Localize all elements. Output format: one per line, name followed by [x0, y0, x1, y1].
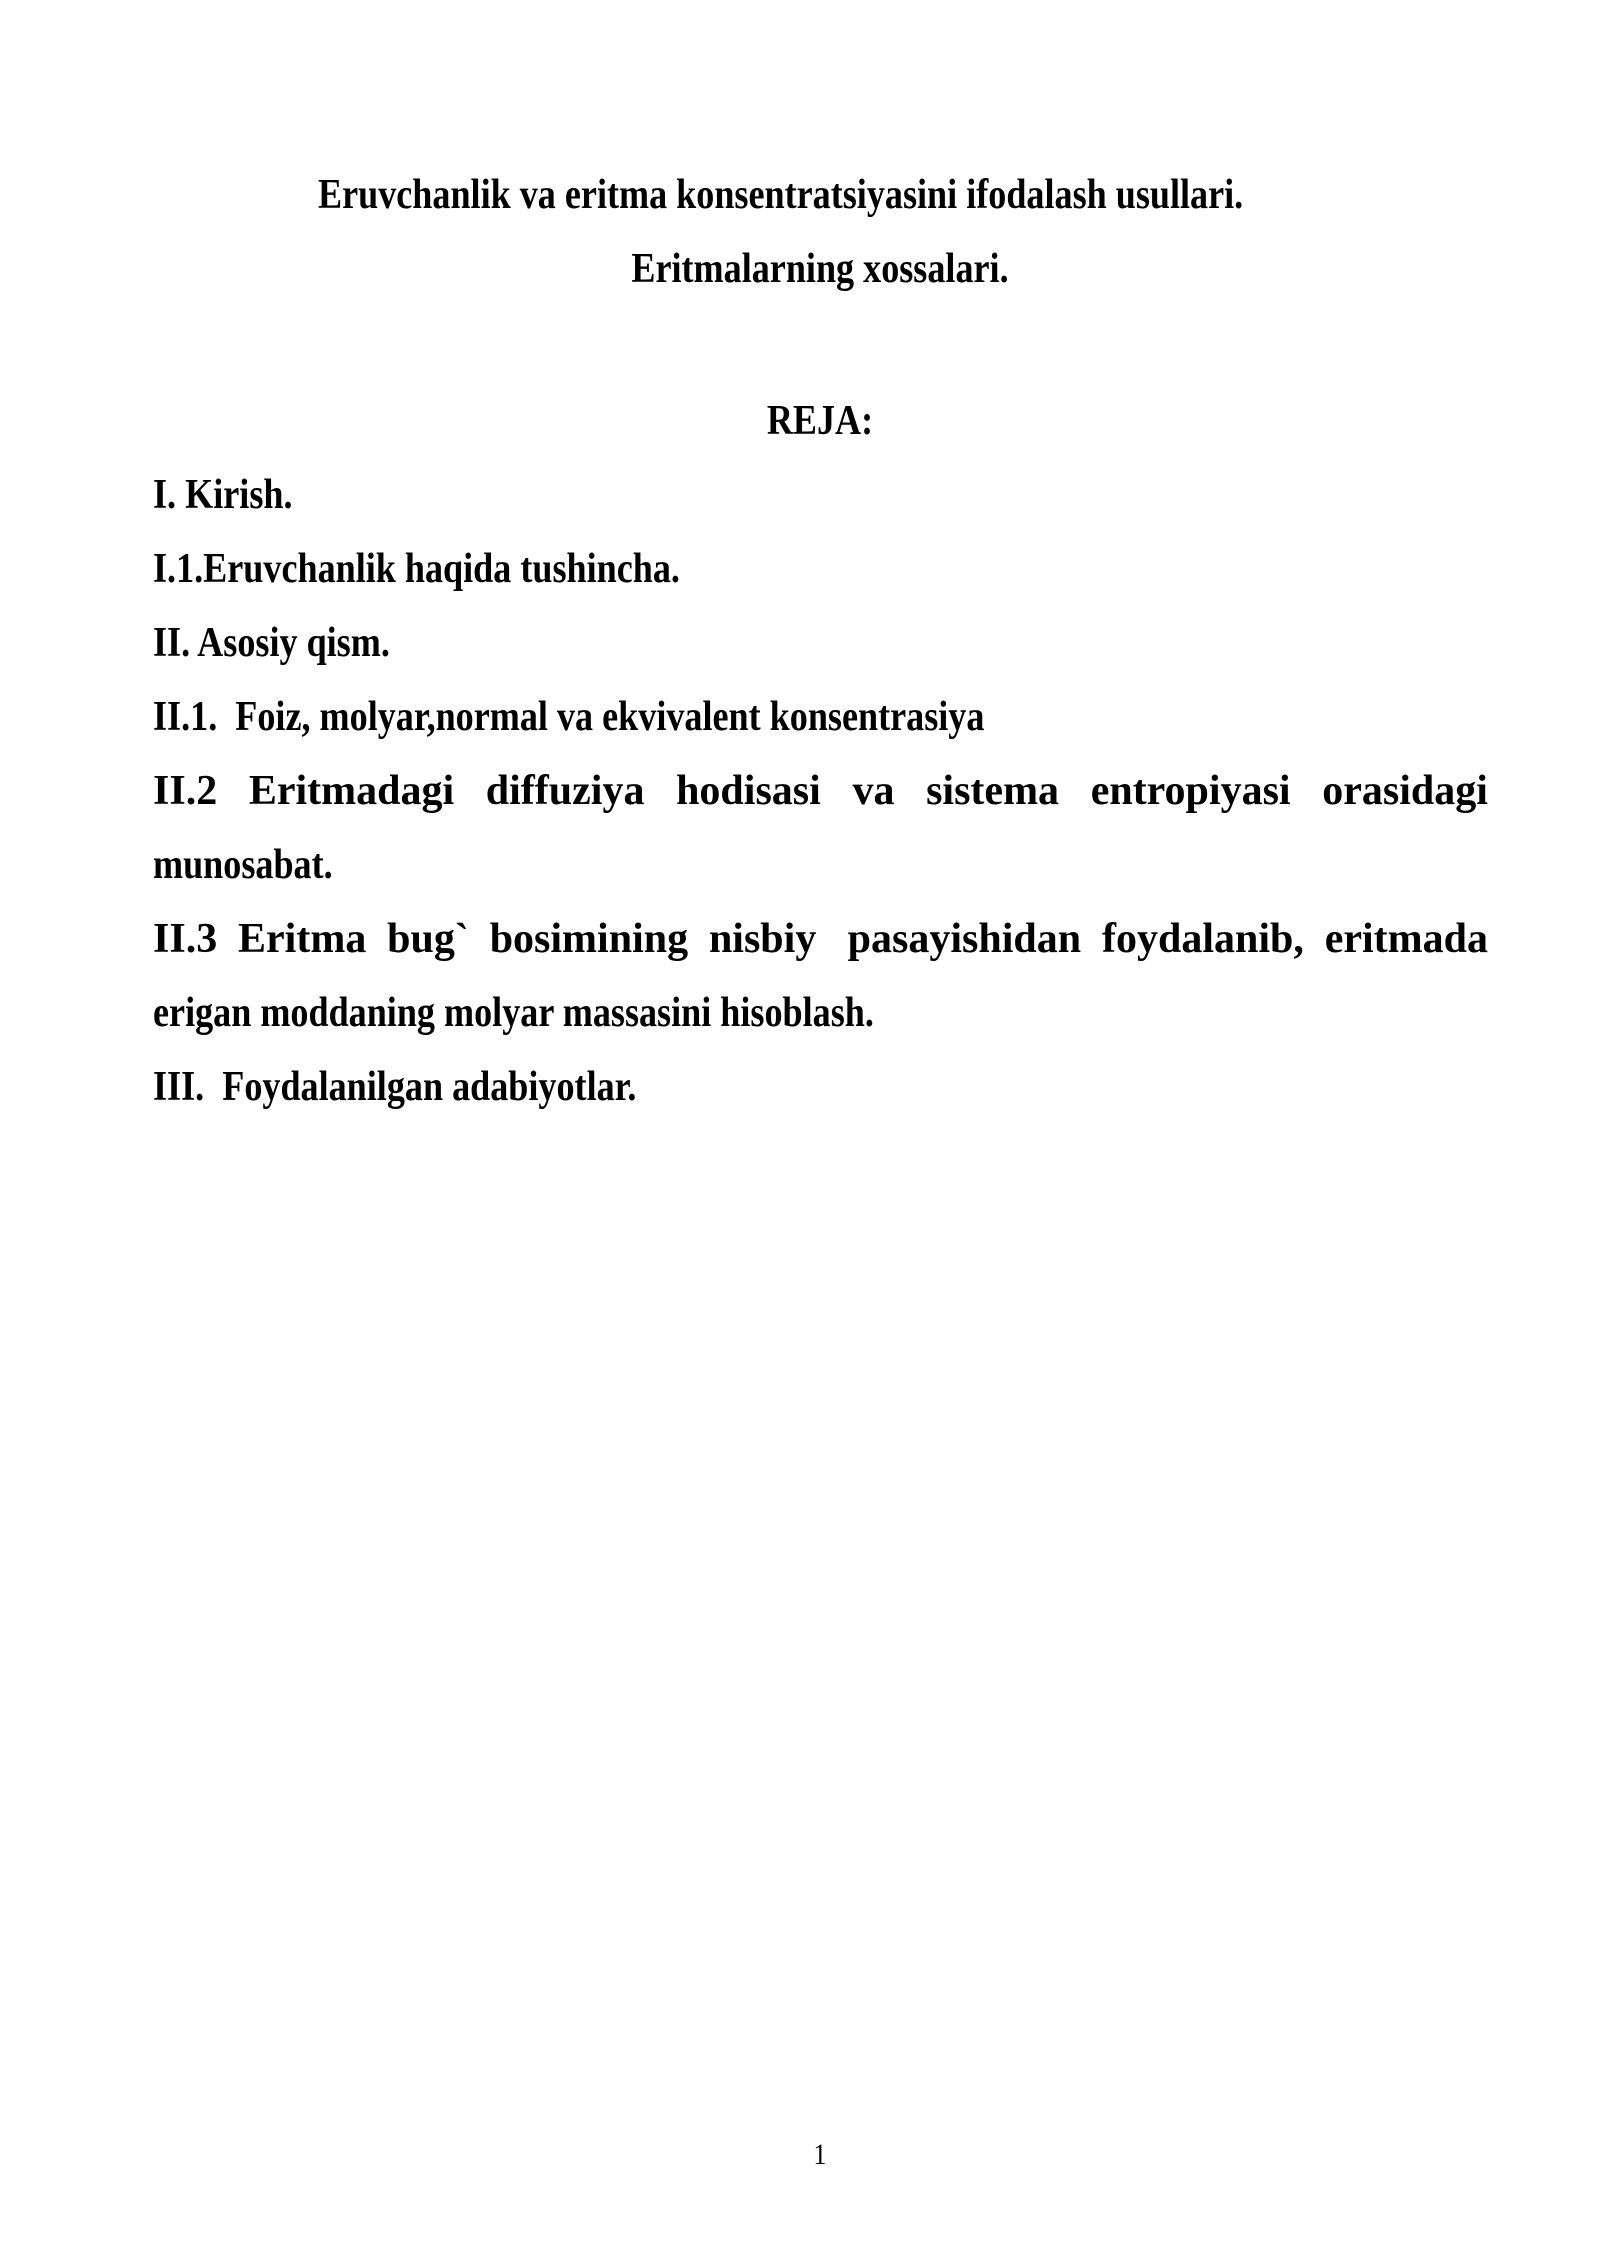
- plan-item-vapor-pressure-cont: erigan moddaning molyar massasini hisoblash.: [153, 990, 874, 1036]
- word: entropiyasi: [1090, 768, 1291, 814]
- plan-item-solubility-concept: I.1.Eruvchanlik haqida tushincha.: [153, 546, 680, 592]
- word: diffuziya: [485, 768, 645, 814]
- page-number: 1: [813, 2138, 827, 2171]
- word: sistema: [926, 768, 1060, 814]
- word: va: [852, 768, 895, 814]
- document-title-line-2: Eritmalarning xossalari.: [631, 246, 1009, 292]
- word: hodisasi: [676, 768, 821, 814]
- word: Eritmadagi: [248, 768, 455, 814]
- word: bosimining: [489, 916, 689, 962]
- word: nisbiy: [708, 916, 817, 962]
- plan-item-vapor-pressure: [153, 914, 1488, 964]
- word: foydalanib,: [1101, 916, 1304, 962]
- plan-item-references: III. Foydalanilgan adabiyotlar.: [153, 1064, 637, 1110]
- plan-item-main-part: II. Asosiy qism.: [153, 620, 390, 666]
- plan-item-diffusion-entropy: [153, 766, 1488, 816]
- word: Eritma: [238, 916, 367, 962]
- document-title-line-1: Eruvchanlik va eritma konsentratsiyasini ifodalash usullari.: [318, 172, 1244, 218]
- plan-item-introduction: I. Kirish.: [153, 472, 293, 518]
- word: pasayishidan: [837, 916, 1082, 962]
- word: eritmada: [1324, 916, 1488, 962]
- word: II.2: [153, 768, 218, 814]
- plan-item-concentration-types: II.1. Foiz, molyar,normal va ekvivalent konsentrasiya: [153, 694, 985, 740]
- plan-heading: REJA:: [766, 398, 874, 444]
- plan-item-diffusion-entropy-cont: munosabat.: [153, 842, 333, 888]
- word: II.3: [153, 916, 218, 962]
- word: orasidagi: [1322, 768, 1488, 814]
- word: bug`: [387, 916, 469, 962]
